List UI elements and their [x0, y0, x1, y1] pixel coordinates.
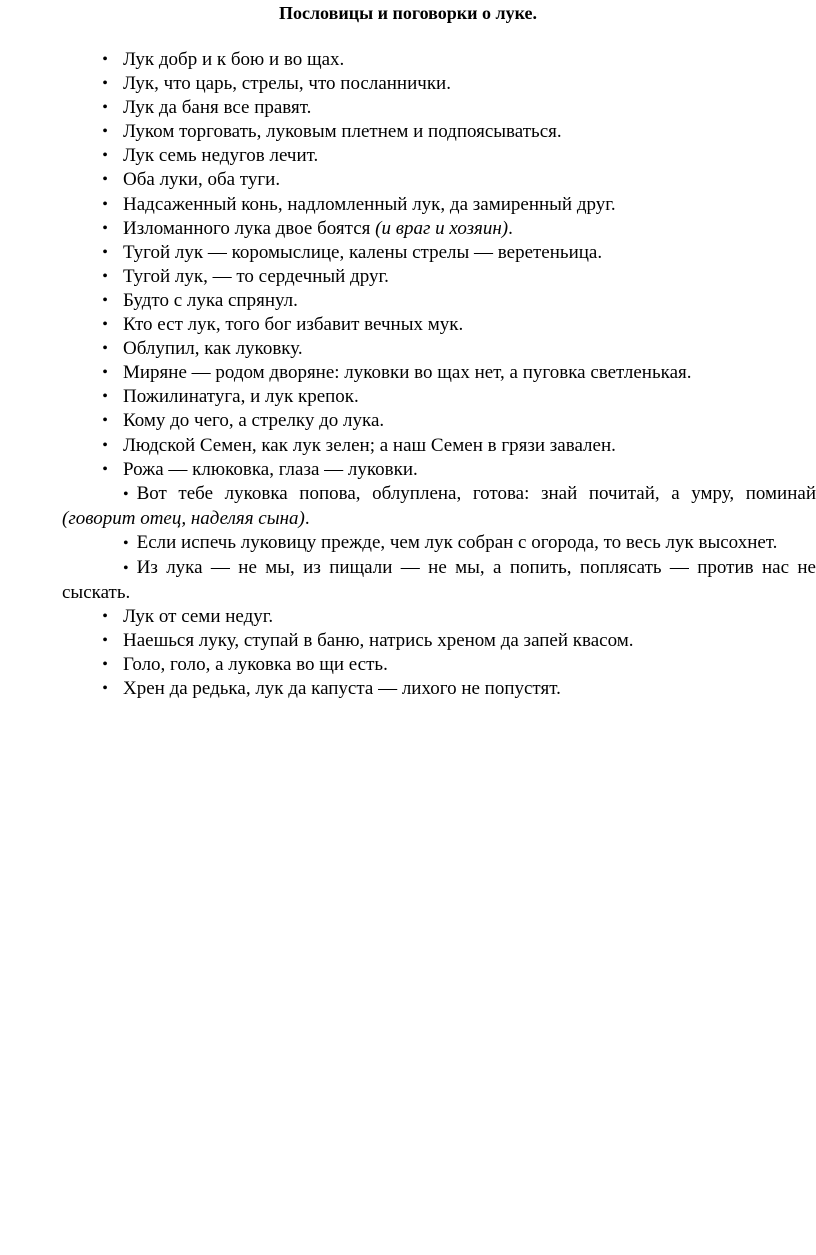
list-item [0, 72, 816, 96]
bullet-icon: • [123, 534, 129, 552]
proverb-text: Оба луки, оба туги. [123, 169, 281, 191]
list-item [0, 361, 816, 385]
bullet-icon: • [102, 388, 108, 406]
bullet-icon: • [102, 340, 108, 358]
bullet-icon: • [102, 219, 108, 237]
bullet-icon: • [102, 195, 108, 213]
bullet-icon: • [102, 608, 108, 626]
list-item [0, 217, 816, 241]
proverb-note: (и враг и хозяин) [375, 217, 509, 239]
proverb-text: Наешься луку, ступай в баню, натрись хреном да запей квасом. [123, 630, 634, 652]
proverb-text: Хрен да редька, лук да капуста — лихого не попустят. [123, 678, 561, 700]
list-item [0, 96, 816, 120]
list-item [0, 434, 816, 458]
list-item [0, 313, 816, 337]
list-item [0, 337, 816, 361]
bullet-icon: • [102, 460, 108, 478]
list-item [0, 193, 816, 217]
list-item [0, 531, 816, 556]
bullet-icon: • [102, 51, 108, 68]
proverb-text: Кто ест лук, того бог избавит вечных мук. [123, 314, 464, 336]
bullet-icon: • [102, 316, 108, 334]
proverb-text: Изломанного лука двое боятся [123, 217, 376, 239]
list-item [0, 605, 816, 629]
proverb-text: Лук да баня все правят. [123, 97, 312, 119]
list-item [0, 120, 816, 144]
bullet-icon: • [102, 680, 108, 698]
list-item [0, 409, 816, 433]
list-item [0, 458, 816, 482]
list-item [0, 241, 816, 265]
proverb-text: Миряне — родом дворяне: луковки во щах нет, а пуговка светленькая. [123, 362, 692, 384]
bullet-icon: • [102, 123, 108, 141]
proverb-text: Если испечь луковицу прежде, чем лук собран с огорода, то весь лук высохнет. [136, 531, 778, 553]
bullet-icon: • [102, 99, 108, 117]
bullet-icon: • [102, 267, 108, 285]
proverb-text: Пожилинатуга, и лук крепок. [123, 386, 359, 408]
proverb-text: Из лука — не мы, из пищали — не мы, а попить, поплясать — против нас не сыскать. [62, 556, 816, 604]
list-item [0, 168, 816, 192]
proverb-text: Лук семь недугов лечит. [123, 145, 319, 167]
bullet-icon: • [102, 656, 108, 674]
page-title: Пословицы и поговорки о луке. [278, 3, 538, 23]
bullet-icon: • [102, 243, 108, 261]
proverb-text: Будто с лука спрянул. [123, 289, 298, 311]
proverb-text: Тугой лук — коромыслице, калены стрелы — веретеньица. [123, 241, 603, 263]
bullet-icon: • [102, 436, 108, 454]
proverb-end: . [304, 507, 310, 529]
proverb-note: (говорит отец, наделяя сына) [62, 507, 305, 529]
bullet-icon: • [102, 147, 108, 165]
proverb-end: . [508, 217, 513, 239]
proverb-text: Рожа — клюковка, глаза — луковки. [123, 458, 418, 480]
bullet-icon: • [123, 485, 129, 503]
list-item [0, 482, 816, 531]
list-item [0, 385, 816, 409]
proverbs-list [0, 48, 816, 702]
bullet-icon: • [123, 559, 129, 577]
proverb-text: Голо, голо, а луковка во щи есть. [123, 654, 388, 676]
proverb-text: Вот тебе луковка попова, облуплена, готова: знай почитай, а умру, поминай [136, 482, 816, 504]
bullet-icon: • [102, 75, 108, 93]
list-item [0, 556, 816, 605]
list-item [0, 677, 816, 701]
list-item [0, 144, 816, 168]
bullet-icon: • [102, 364, 108, 382]
bullet-icon: • [102, 412, 108, 430]
proverb-text: Людской Семен, как лук зелен; а наш Семен в грязи завален. [123, 434, 616, 456]
list-item [0, 653, 816, 677]
proverb-text: Тугой лук, — то сердечный друг. [123, 265, 389, 287]
list-item [0, 289, 816, 313]
bullet-icon: • [102, 171, 108, 189]
bullet-icon: • [102, 291, 108, 309]
proverb-text: Лук от семи недуг. [123, 606, 274, 628]
proverb-text: Облупил, как луковку. [123, 338, 303, 360]
list-item [0, 265, 816, 289]
proverb-text: Лук, что царь, стрелы, что посланнички. [123, 73, 451, 95]
list-item [0, 48, 816, 72]
list-item [0, 629, 816, 653]
proverb-text: Луком торговать, луковым плетнем и подпоясываться. [123, 121, 562, 143]
bullet-icon: • [102, 632, 108, 650]
proverb-text: Надсаженный конь, надломленный лук, да замиренный друг. [123, 193, 616, 215]
proverb-text: Лук добр и к бою и во щах. [123, 49, 345, 70]
proverb-text: Кому до чего, а стрелку до лука. [123, 410, 385, 432]
